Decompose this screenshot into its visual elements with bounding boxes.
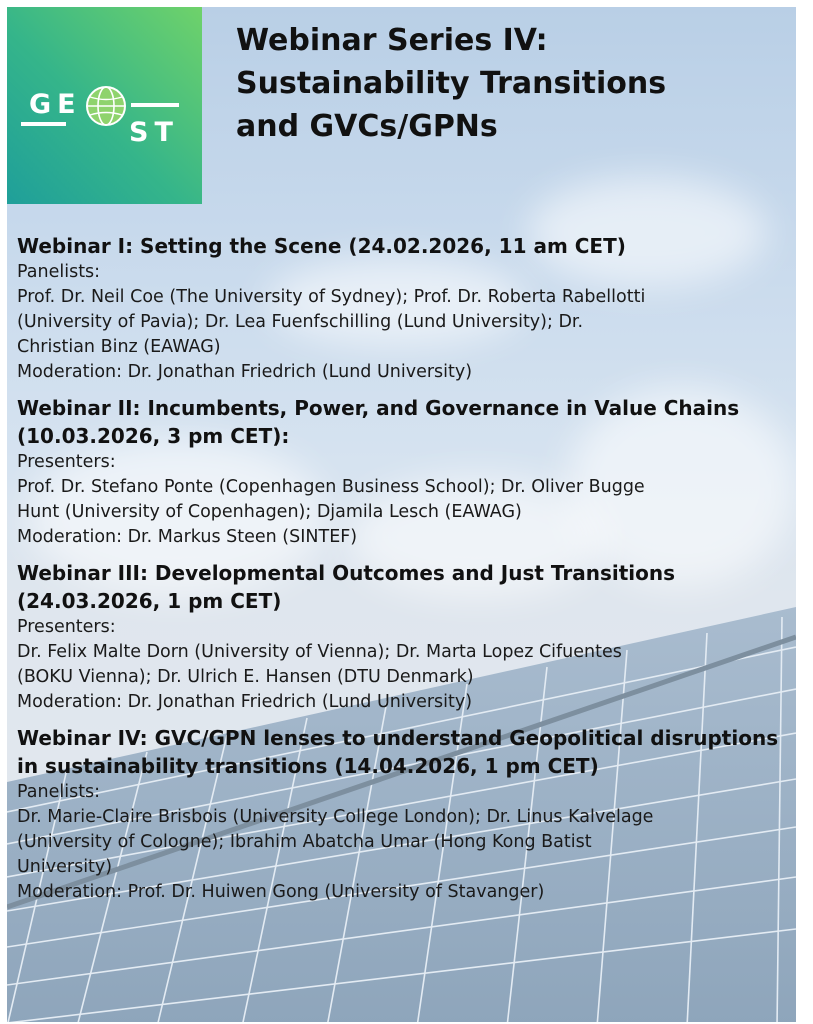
moderation-line: Moderation: Dr. Markus Steen (SINTEF) — [17, 527, 358, 547]
people-line: Hunt (University of Copenhagen); Djamila Lesch (EAWAG) — [17, 502, 522, 522]
flyer — [7, 7, 796, 1022]
webinar-3 — [17, 559, 793, 715]
series-title — [236, 19, 776, 148]
moderation-line: Moderation: Dr. Jonathan Friedrich (Lund University) — [17, 692, 473, 712]
globe-icon — [85, 85, 127, 127]
logo-text-bottom: ST — [129, 117, 179, 148]
role-label: Presenters: — [17, 452, 116, 472]
webinar-4 — [17, 724, 793, 905]
webinar-heading: Webinar I: Setting the Scene (24.02.2026, 11 am CET) — [17, 234, 626, 258]
logo-line-right — [131, 103, 179, 107]
people-line: (University of Cologne); Ibrahim Abatcha Umar (Hong Kong Batist — [17, 832, 592, 852]
webinar-2 — [17, 394, 793, 550]
logo-text-top: GE — [29, 89, 82, 120]
webinar-heading: Webinar IV: GVC/GPN lenses to understand Geopolitical disruptions in sustainability transitions (14.04.2026, 1 pm CET) — [17, 726, 779, 778]
webinar-heading: Webinar III: Developmental Outcomes and Just Transitions (24.03.2026, 1 pm CET) — [17, 561, 676, 613]
people-line: (BOKU Vienna); Dr. Ulrich E. Hansen (DTU Denmark) — [17, 667, 474, 687]
people-line: Dr. Felix Malte Dorn (University of Vienna); Dr. Marta Lopez Cifuentes — [17, 642, 622, 662]
people-line: (University of Pavia); Dr. Lea Fuenfschilling (Lund University); Dr. — [17, 312, 584, 332]
moderation-line: Moderation: Dr. Jonathan Friedrich (Lund University) — [17, 362, 473, 382]
logo-line-left — [21, 122, 66, 126]
webinar-1 — [17, 232, 793, 385]
role-label: Panelists: — [17, 782, 101, 802]
geost-logo — [7, 7, 202, 204]
people-line: Christian Binz (EAWAG) — [17, 337, 221, 357]
webinar-list — [17, 232, 793, 914]
people-line: Dr. Marie-Claire Brisbois (University College London); Dr. Linus Kalvelage — [17, 807, 654, 827]
people-line: Prof. Dr. Neil Coe (The University of Sydney); Prof. Dr. Roberta Rabellotti — [17, 287, 646, 307]
moderation-line: Moderation: Prof. Dr. Huiwen Gong (University of Stavanger) — [17, 882, 545, 902]
role-label: Presenters: — [17, 617, 116, 637]
title-line: Sustainability Transitions — [236, 66, 667, 101]
people-line: Prof. Dr. Stefano Ponte (Copenhagen Business School); Dr. Oliver Bugge — [17, 477, 645, 497]
people-line: University) — [17, 857, 113, 877]
role-label: Panelists: — [17, 262, 101, 282]
title-line: Webinar Series IV: — [236, 23, 548, 58]
webinar-heading: Webinar II: Incumbents, Power, and Governance in Value Chains (10.03.2026, 3 pm CET): — [17, 396, 740, 448]
title-line: and GVCs/GPNs — [236, 109, 498, 144]
